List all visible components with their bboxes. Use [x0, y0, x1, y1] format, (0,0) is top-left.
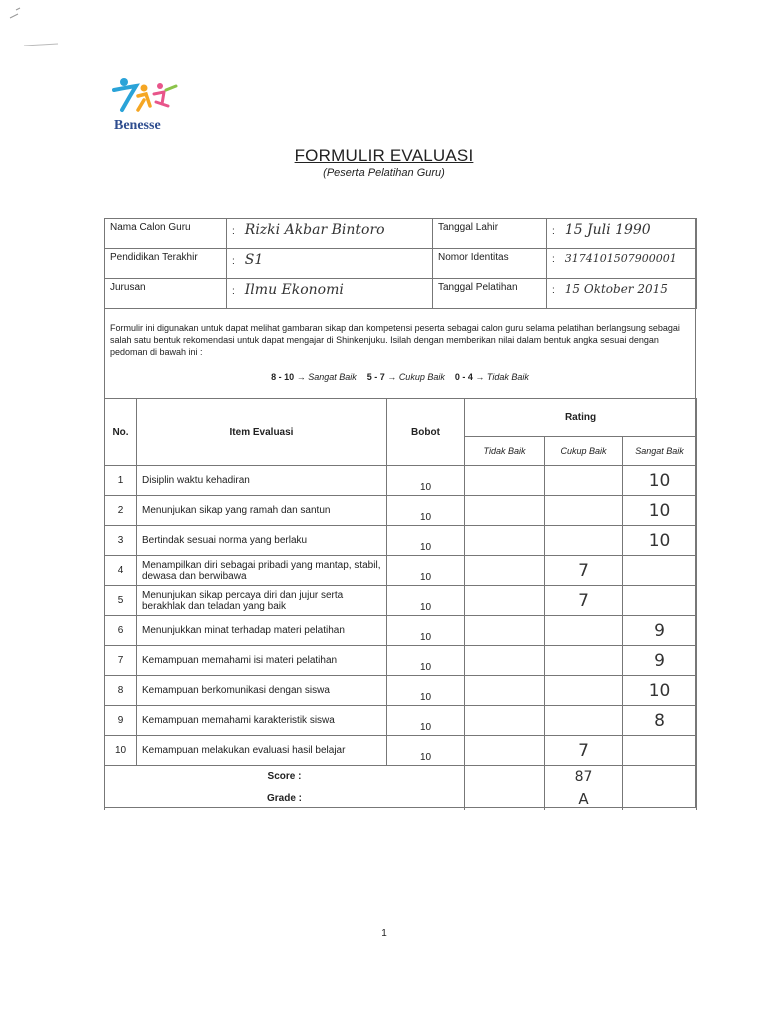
form-instructions: Formulir ini digunakan untuk dapat melihat gambaran sikap dan kompetensi peserta sebagai calon guru selama pelatihan berlangsung sebagai salah satu bentuk rekomendasi untuk dapat mengajar di Shinkenjuku. Isilah dengan memberikan nilai dalam bentuk angka sesuai dengan pedoman di bawah ini :: [110, 323, 680, 357]
rating-legend: [0, 372, 768, 382]
handwritten-value: Ilmu Ekonomi: [244, 282, 344, 298]
page-title: FORMULIR EVALUASI: [294, 146, 474, 165]
arrow-icon: →: [387, 372, 397, 382]
rating-sangat-baik: 10: [623, 496, 697, 526]
logo-wordmark: Benesse: [114, 118, 161, 133]
header-row: [105, 399, 697, 437]
field-label: Jurusan: [105, 279, 227, 309]
rating-tidak-baik: [465, 466, 545, 496]
legend-range: 8 - 10: [271, 372, 295, 382]
grade-value: A: [545, 788, 623, 810]
bobot-value: 10: [387, 556, 465, 586]
colon: :: [232, 286, 235, 297]
column-header-rating: Rating: [465, 399, 697, 437]
page-subtitle: (Peserta Pelatihan Guru): [323, 167, 445, 179]
item-evaluasi: Kemampuan memahami karakteristik siswa: [137, 706, 387, 736]
row-number: 6: [105, 616, 137, 646]
table-row: [105, 706, 697, 736]
legend-label: Sangat Baik: [308, 372, 357, 382]
bobot-value: 10: [387, 646, 465, 676]
rating-cukup-baik: 7: [545, 736, 623, 766]
handwritten-value: 15 Juli 1990: [564, 222, 651, 238]
rating-sangat-baik: [623, 736, 697, 766]
column-header-item: Item Evaluasi: [137, 399, 387, 466]
item-evaluasi: Menunjukkan minat terhadap materi pelatihan: [137, 616, 387, 646]
column-header-no: No.: [105, 399, 137, 466]
rating-sangat-baik: 10: [623, 526, 697, 556]
grade-spacer: [465, 788, 545, 810]
row-number: 3: [105, 526, 137, 556]
rating-tidak-baik: [465, 556, 545, 586]
rating-cukup-baik: [545, 616, 623, 646]
nomor-identitas-field: [547, 249, 697, 279]
item-evaluasi: Menampilkan diri sebagai pribadi yang mantap, stabil, dewasa dan berwibawa: [137, 556, 387, 586]
colon: :: [232, 256, 235, 267]
jurusan-field: [227, 279, 433, 309]
handwritten-value: 15 Oktober 2015: [564, 282, 668, 296]
rating-sangat-baik: 9: [623, 646, 697, 676]
legend-range: 0 - 4: [454, 372, 473, 382]
rating-tidak-baik: [465, 676, 545, 706]
field-label: Tanggal Pelatihan: [433, 279, 547, 309]
identity-row: [105, 279, 697, 309]
field-label: Pendidikan Terakhir: [105, 249, 227, 279]
tanggal-lahir-field: [547, 219, 697, 249]
nama-calon-guru-field: [227, 219, 433, 249]
row-number: 9: [105, 706, 137, 736]
item-evaluasi: Kemampuan melakukan evaluasi hasil belajar: [137, 736, 387, 766]
table-row: [105, 646, 697, 676]
table-row: [105, 466, 697, 496]
rating-cukup-baik: [545, 676, 623, 706]
rating-tidak-baik: [465, 706, 545, 736]
rating-cukup-baik: [545, 466, 623, 496]
table-row: [105, 526, 697, 556]
row-number: 10: [105, 736, 137, 766]
rating-sangat-baik: [623, 586, 697, 616]
column-header-tidak-baik: Tidak Baik: [465, 437, 545, 466]
rating-sangat-baik: 8: [623, 706, 697, 736]
rating-cukup-baik: [545, 526, 623, 556]
grade-row: [105, 788, 697, 810]
score-label: Score :: [105, 766, 465, 788]
item-evaluasi: Menunjukan sikap yang ramah dan santun: [137, 496, 387, 526]
rating-sangat-baik: 9: [623, 616, 697, 646]
rating-cukup-baik: [545, 646, 623, 676]
rating-tidak-baik: [465, 586, 545, 616]
score-spacer: [623, 766, 697, 788]
rating-tidak-baik: [465, 736, 545, 766]
score-row: [105, 766, 697, 788]
row-number: 4: [105, 556, 137, 586]
colon: :: [552, 254, 555, 265]
table-row: [105, 496, 697, 526]
bobot-value: 10: [387, 736, 465, 766]
rating-cukup-baik: [545, 706, 623, 736]
item-evaluasi: Bertindak sesuai norma yang berlaku: [137, 526, 387, 556]
row-number: 8: [105, 676, 137, 706]
column-header-sangat-baik: Sangat Baik: [623, 437, 697, 466]
identity-row: [105, 219, 697, 249]
table-row: [105, 736, 697, 766]
page-number: 1: [381, 928, 387, 939]
pendidikan-terakhir-field: [227, 249, 433, 279]
rating-tidak-baik: [465, 616, 545, 646]
colon: :: [552, 226, 555, 237]
rating-cukup-baik: 7: [545, 556, 623, 586]
table-row: [105, 616, 697, 646]
row-number: 1: [105, 466, 137, 496]
table-row: [105, 586, 697, 616]
field-label: Tanggal Lahir: [433, 219, 547, 249]
row-number: 5: [105, 586, 137, 616]
item-evaluasi: Kemampuan memahami isi materi pelatihan: [137, 646, 387, 676]
bobot-value: 10: [387, 586, 465, 616]
identity-row: [105, 249, 697, 279]
handwritten-value: S1: [244, 252, 264, 268]
bobot-value: 10: [387, 466, 465, 496]
bobot-value: 10: [387, 616, 465, 646]
row-number: 7: [105, 646, 137, 676]
legend-label: Tidak Baik: [486, 372, 529, 382]
rating-tidak-baik: [465, 646, 545, 676]
bobot-value: 10: [387, 496, 465, 526]
grade-spacer: [623, 788, 697, 810]
legend-range: 5 - 7: [366, 372, 385, 382]
score-value: 87: [545, 766, 623, 788]
benesse-logo: [108, 76, 188, 140]
handwritten-value: Rizki Akbar Bintoro: [244, 222, 385, 238]
rating-tidak-baik: [465, 496, 545, 526]
evaluation-table: [104, 398, 697, 810]
item-evaluasi: Kemampuan berkomunikasi dengan siswa: [137, 676, 387, 706]
legend-label: Cukup Baik: [398, 372, 445, 382]
bobot-value: 10: [387, 526, 465, 556]
rating-sangat-baik: 10: [623, 466, 697, 496]
rating-cukup-baik: [545, 496, 623, 526]
rating-sangat-baik: [623, 556, 697, 586]
tanggal-pelatihan-field: [547, 279, 697, 309]
column-header-cukup-baik: Cukup Baik: [545, 437, 623, 466]
row-number: 2: [105, 496, 137, 526]
item-evaluasi: Menunjukan sikap percaya diri dan jujur serta berakhlak dan teladan yang baik: [137, 586, 387, 616]
colon: :: [552, 285, 555, 296]
arrow-icon: →: [296, 372, 306, 382]
field-label: Nomor Identitas: [433, 249, 547, 279]
colon: :: [232, 226, 235, 237]
bobot-value: 10: [387, 706, 465, 736]
column-header-bobot: Bobot: [387, 399, 465, 466]
bobot-value: 10: [387, 676, 465, 706]
handwritten-value: 3174101507900001: [564, 252, 677, 265]
rating-cukup-baik: 7: [545, 586, 623, 616]
field-label: Nama Calon Guru: [105, 219, 227, 249]
identity-table: [104, 218, 697, 309]
rating-sangat-baik: 10: [623, 676, 697, 706]
score-spacer: [465, 766, 545, 788]
table-row: [105, 556, 697, 586]
rating-tidak-baik: [465, 526, 545, 556]
table-row: [105, 676, 697, 706]
arrow-icon: →: [475, 372, 485, 382]
benesse-figures-icon: [108, 76, 180, 120]
item-evaluasi: Disiplin waktu kehadiran: [137, 466, 387, 496]
scan-artifact: [8, 6, 68, 46]
grade-label: Grade :: [105, 788, 465, 810]
